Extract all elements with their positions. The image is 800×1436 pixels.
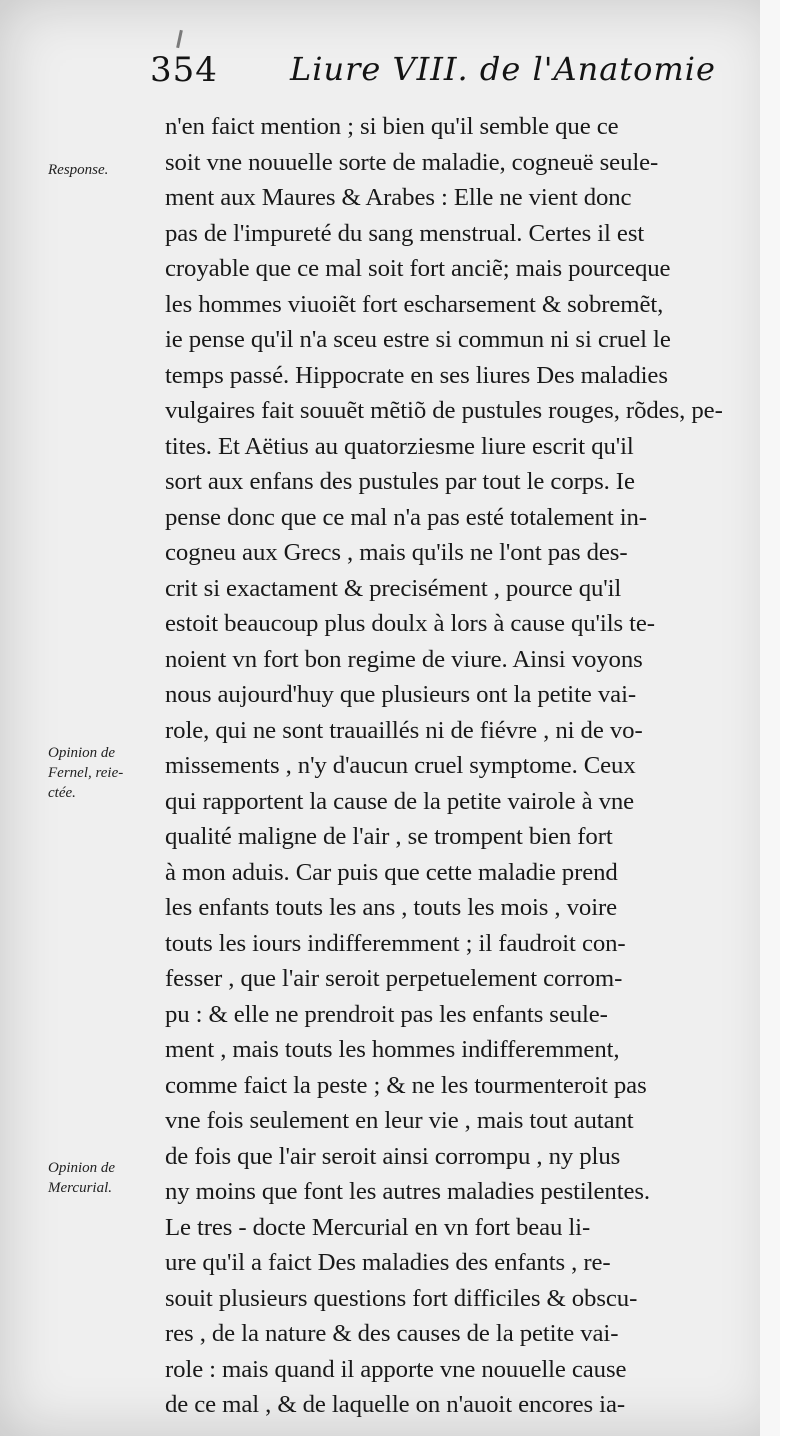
text-line: les hommes viuoiẽt fort escharsement & sobremẽt, xyxy=(165,290,664,318)
margin-note-line: Fernel, reie- xyxy=(48,765,124,781)
text-line: pas de l'impureté du sang menstrual. Certes il est xyxy=(165,219,645,247)
text-line: nous aujourd'huy que plusieurs ont la petite vai- xyxy=(165,681,637,708)
running-title: Liure VIII. de l'Anatomie xyxy=(290,50,716,88)
text-line: croyable que ce mal soit fort anciẽ; mais pourceque xyxy=(165,255,671,282)
text-line: ie pense qu'il n'a sceu estre si commun ni si cruel le xyxy=(165,326,671,353)
body-text xyxy=(165,109,770,1423)
text-line: touts les iours indifferemment ; il faudroit con- xyxy=(165,929,626,957)
text-line: vulgaires fait souuẽt mẽtiõ de pustules rouges, rõdes, pe- xyxy=(165,397,723,424)
text-line: res , de la nature & des causes de la petite vai- xyxy=(165,1320,619,1347)
text-line: pu : & elle ne prendroit pas les enfants seule- xyxy=(165,1000,608,1028)
text-line: pense donc que ce mal n'a pas esté totalement in- xyxy=(165,503,647,531)
text-line: fesser , que l'air seroit perpetuelement corrom- xyxy=(165,965,623,992)
text-line: estoit beaucoup plus doulx à lors à cause qu'ils te- xyxy=(165,610,655,637)
text-line: les enfants touts les ans , touts les mois , voire xyxy=(165,894,618,921)
margin-note-line: Opinion de xyxy=(48,1160,116,1176)
text-line: role : mais quand il apporte vne nouuelle cause xyxy=(165,1355,627,1383)
margin-note-response xyxy=(48,160,173,180)
page-number: 354 xyxy=(150,50,218,90)
margin-note-fernel xyxy=(48,743,173,803)
text-line: soit vne nouuelle sorte de maladie, cogneuë seule- xyxy=(165,148,659,176)
text-line: ure qu'il a faict Des maladies des enfants , re- xyxy=(165,1249,611,1276)
text-line: vne fois seulement en leur vie , mais tout autant xyxy=(165,1107,634,1134)
text-line: à mon aduis. Car puis que cette maladie prend xyxy=(165,858,618,886)
text-line: comme faict la peste ; & ne les tourmenteroit pas xyxy=(165,1071,647,1099)
text-line: temps passé. Hippocrate en ses liures Des maladies xyxy=(165,361,668,389)
text-line: qualité maligne de l'air , se trompent bien fort xyxy=(165,823,613,850)
text-line: ment , mais touts les hommes indifferemment, xyxy=(165,1036,620,1063)
text-line: crit si exactament & precisément , pource qu'il xyxy=(165,574,622,602)
margin-note-line: Opinion de xyxy=(48,745,116,761)
text-line: noient vn fort bon regime de viure. Ainsi voyons xyxy=(165,645,643,673)
text-line: n'en faict mention ; si bien qu'il semble que ce xyxy=(165,113,619,140)
text-line: role, qui ne sont trauaillés ni de fiévre , ni de vo- xyxy=(165,716,643,744)
text-line: ment aux Maures & Arabes : Elle ne vient donc xyxy=(165,184,632,211)
margin-note-line: Mercurial. xyxy=(48,1180,113,1196)
text-line: qui rapportent la cause de la petite vairole à vne xyxy=(165,787,635,815)
margin-note-line: ctée. xyxy=(48,785,76,801)
text-line: missements , n'y d'aucun cruel symptome. Ceux xyxy=(165,752,636,779)
text-line: de fois que l'air seroit ainsi corrompu , ny plus xyxy=(165,1142,621,1170)
text-line: de ce mal , & de laquelle on n'auoit encores ia- xyxy=(165,1391,625,1418)
text-line: souit plusieurs questions fort difficiles & obscu- xyxy=(165,1284,638,1312)
text-line: sort aux enfans des pustules par tout le corps. Ie xyxy=(165,468,635,495)
text-line: Le tres - docte Mercurial en vn fort beau li- xyxy=(165,1213,591,1241)
ink-mark xyxy=(176,30,183,48)
text-line: ny moins que font les autres maladies pestilentes. xyxy=(165,1178,651,1205)
text-line: cogneu aux Grecs , mais qu'ils ne l'ont pas des- xyxy=(165,539,628,566)
margin-note-line: Response. xyxy=(48,162,109,178)
margin-note-mercurial xyxy=(48,1158,173,1198)
text-line: tites. Et Aëtius au quatorziesme liure escrit qu'il xyxy=(165,432,634,460)
